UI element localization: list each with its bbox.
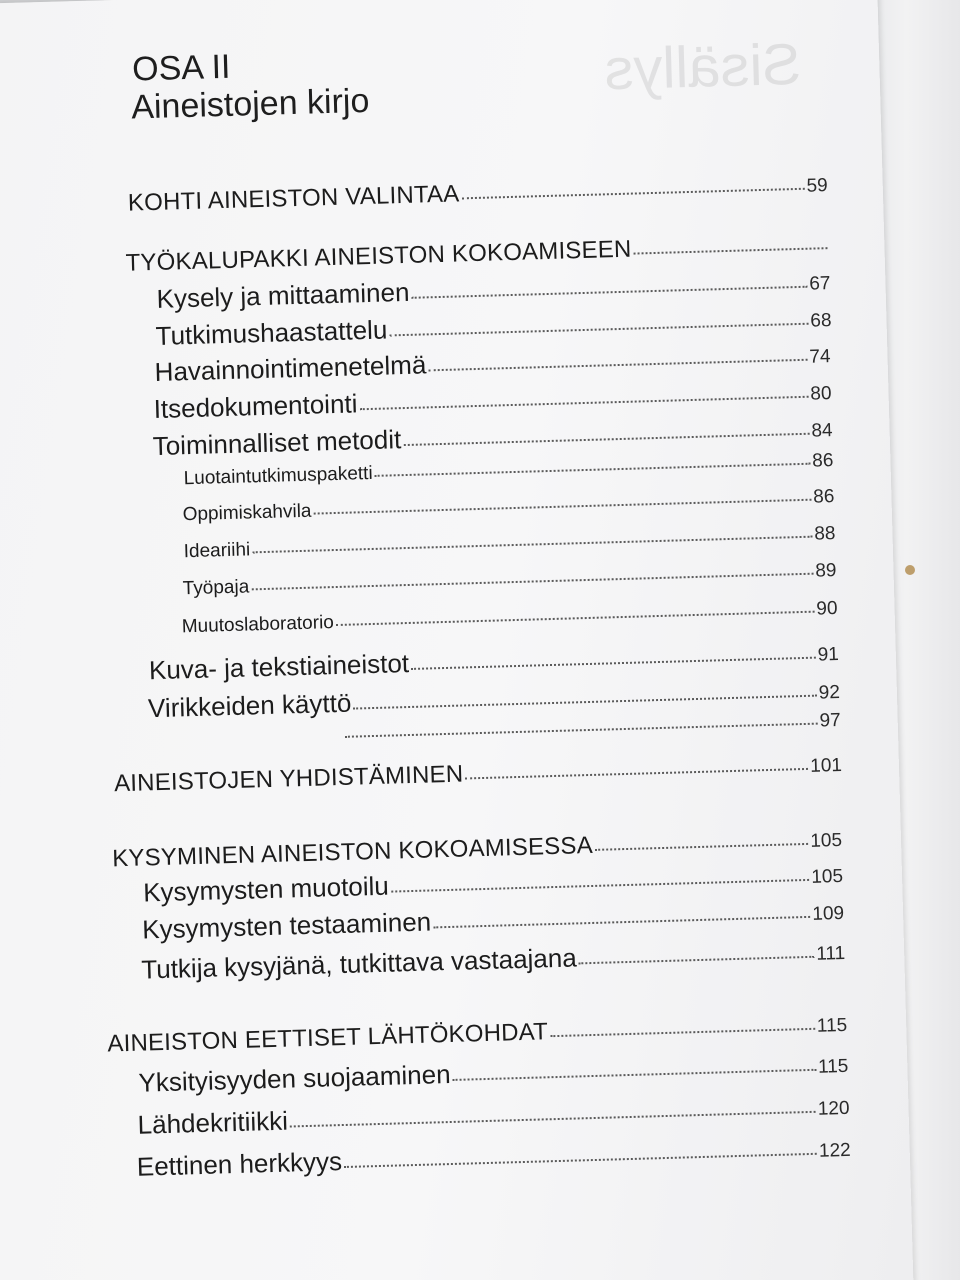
toc-page-number: 111 <box>816 942 846 965</box>
show-through-title: Sisällys <box>603 31 802 103</box>
dot-leader <box>391 878 810 893</box>
toc-page-number: 109 <box>812 902 845 925</box>
toc-page-number: 86 <box>812 486 835 508</box>
toc-page-number: 90 <box>816 598 838 620</box>
toc-page-number: 84 <box>811 420 833 442</box>
toc-page-number: 80 <box>810 383 832 405</box>
dot-leader <box>336 610 815 626</box>
dot-leader <box>389 322 808 337</box>
toc-page-number: 89 <box>815 560 837 582</box>
toc-page-number: 120 <box>817 1097 850 1120</box>
toc-entry-title: Muutoslaboratorio <box>181 612 335 638</box>
toc-entry <box>114 750 842 798</box>
toc-entry-title: Yksityisyyden suojaaminen <box>138 1059 451 1098</box>
dot-leader <box>375 462 811 477</box>
toc-entry-title: Kysely ja mittaaminen <box>156 276 410 314</box>
toc-entry-title: Ideariihi <box>183 539 251 563</box>
dot-leader <box>403 432 809 446</box>
toc-entry-title: Itsedokumentointi <box>153 388 358 425</box>
toc-page-number: 105 <box>811 865 844 888</box>
dot-leader <box>313 498 811 515</box>
dot-leader <box>251 572 813 591</box>
toc-entry-title: Toiminnalliset metodit <box>152 424 402 462</box>
dot-leader <box>634 246 828 254</box>
toc-entry <box>183 523 835 563</box>
dot-leader <box>550 1027 815 1037</box>
toc-entry-title: Virikkeiden käyttö <box>147 687 352 724</box>
toc-page-number: 101 <box>809 754 843 777</box>
dot-leader <box>290 1110 816 1128</box>
toc-page-number: 115 <box>817 1055 849 1078</box>
dot-leader <box>360 395 809 411</box>
dot-leader <box>428 358 807 372</box>
toc-page-number: 88 <box>814 523 836 545</box>
toc-entry-title: Työpaja <box>182 576 250 600</box>
dot-leader <box>252 535 812 554</box>
toc-entry-title: Luotaintutkimuspaketti <box>183 462 373 490</box>
toc-page-number: 122 <box>818 1139 851 1162</box>
toc-entry-title: Oppimiskahvila <box>182 500 312 526</box>
toc-page-number: 115 <box>816 1014 848 1037</box>
toc-entry <box>138 1048 849 1099</box>
toc-entry-title: Kysymysten muotoilu <box>142 870 390 908</box>
dot-leader <box>345 722 818 738</box>
dot-leader <box>465 767 808 780</box>
toc-page-number: 105 <box>810 829 843 852</box>
dot-leader <box>433 915 810 929</box>
toc-entry <box>137 1090 850 1141</box>
toc-entry <box>182 560 836 600</box>
toc-page-number: 74 <box>809 346 831 368</box>
toc-entry-title: Kysymysten testaaminen <box>141 906 432 945</box>
toc-page-number: 59 <box>806 175 829 197</box>
toc-page-number: 97 <box>819 709 841 732</box>
toc-page-number: 92 <box>818 681 841 704</box>
dot-leader <box>461 187 804 200</box>
paper-speck <box>905 565 915 575</box>
part-title: Aineistojen kirjo <box>130 81 370 127</box>
dot-leader <box>411 656 816 670</box>
toc-entry-title: Havainnointimenetelmä <box>154 349 427 387</box>
toc-page-number: 86 <box>811 450 834 472</box>
toc-entry-title: Eettinen herkkyys <box>136 1146 343 1182</box>
toc-entry <box>182 486 834 526</box>
toc-entry-title: Kuva- ja tekstiaineistot <box>148 648 410 686</box>
toc-entry <box>136 1132 851 1183</box>
toc-page-number: 91 <box>817 643 840 666</box>
toc-entry-title: TYÖKALUPAKKI AINEISTON KOKOAMISEEN <box>125 235 632 277</box>
dot-leader <box>595 842 809 851</box>
toc-entry-title: AINEISTON EETTISET LÄHTÖKOHDAT <box>107 1018 549 1058</box>
toc-entry <box>182 598 838 638</box>
dot-leader <box>579 955 815 965</box>
toc-entry-title: Tutkija kysyjänä, tutkittava vastaajana <box>140 942 578 985</box>
toc-page-number: 68 <box>810 310 832 332</box>
part-label: OSA II <box>131 47 231 89</box>
toc-entry-title: AINEISTOJEN YHDISTÄMINEN <box>113 760 464 798</box>
toc-entry-title: Tutkimushaastattelu <box>155 314 388 351</box>
dot-leader <box>412 285 808 299</box>
toc-entry-title: Lähdekritiikki <box>137 1105 289 1140</box>
dot-leader <box>344 1152 817 1168</box>
toc-page-number: 67 <box>809 273 831 295</box>
toc-entry <box>128 170 829 218</box>
dot-leader <box>353 694 816 710</box>
dot-leader <box>453 1068 816 1081</box>
toc-entry-title: KYSYMINEN AINEISTON KOKOAMISESSA <box>111 831 594 873</box>
toc-entry-title: KOHTI AINEISTON VALINTAA <box>127 180 460 217</box>
